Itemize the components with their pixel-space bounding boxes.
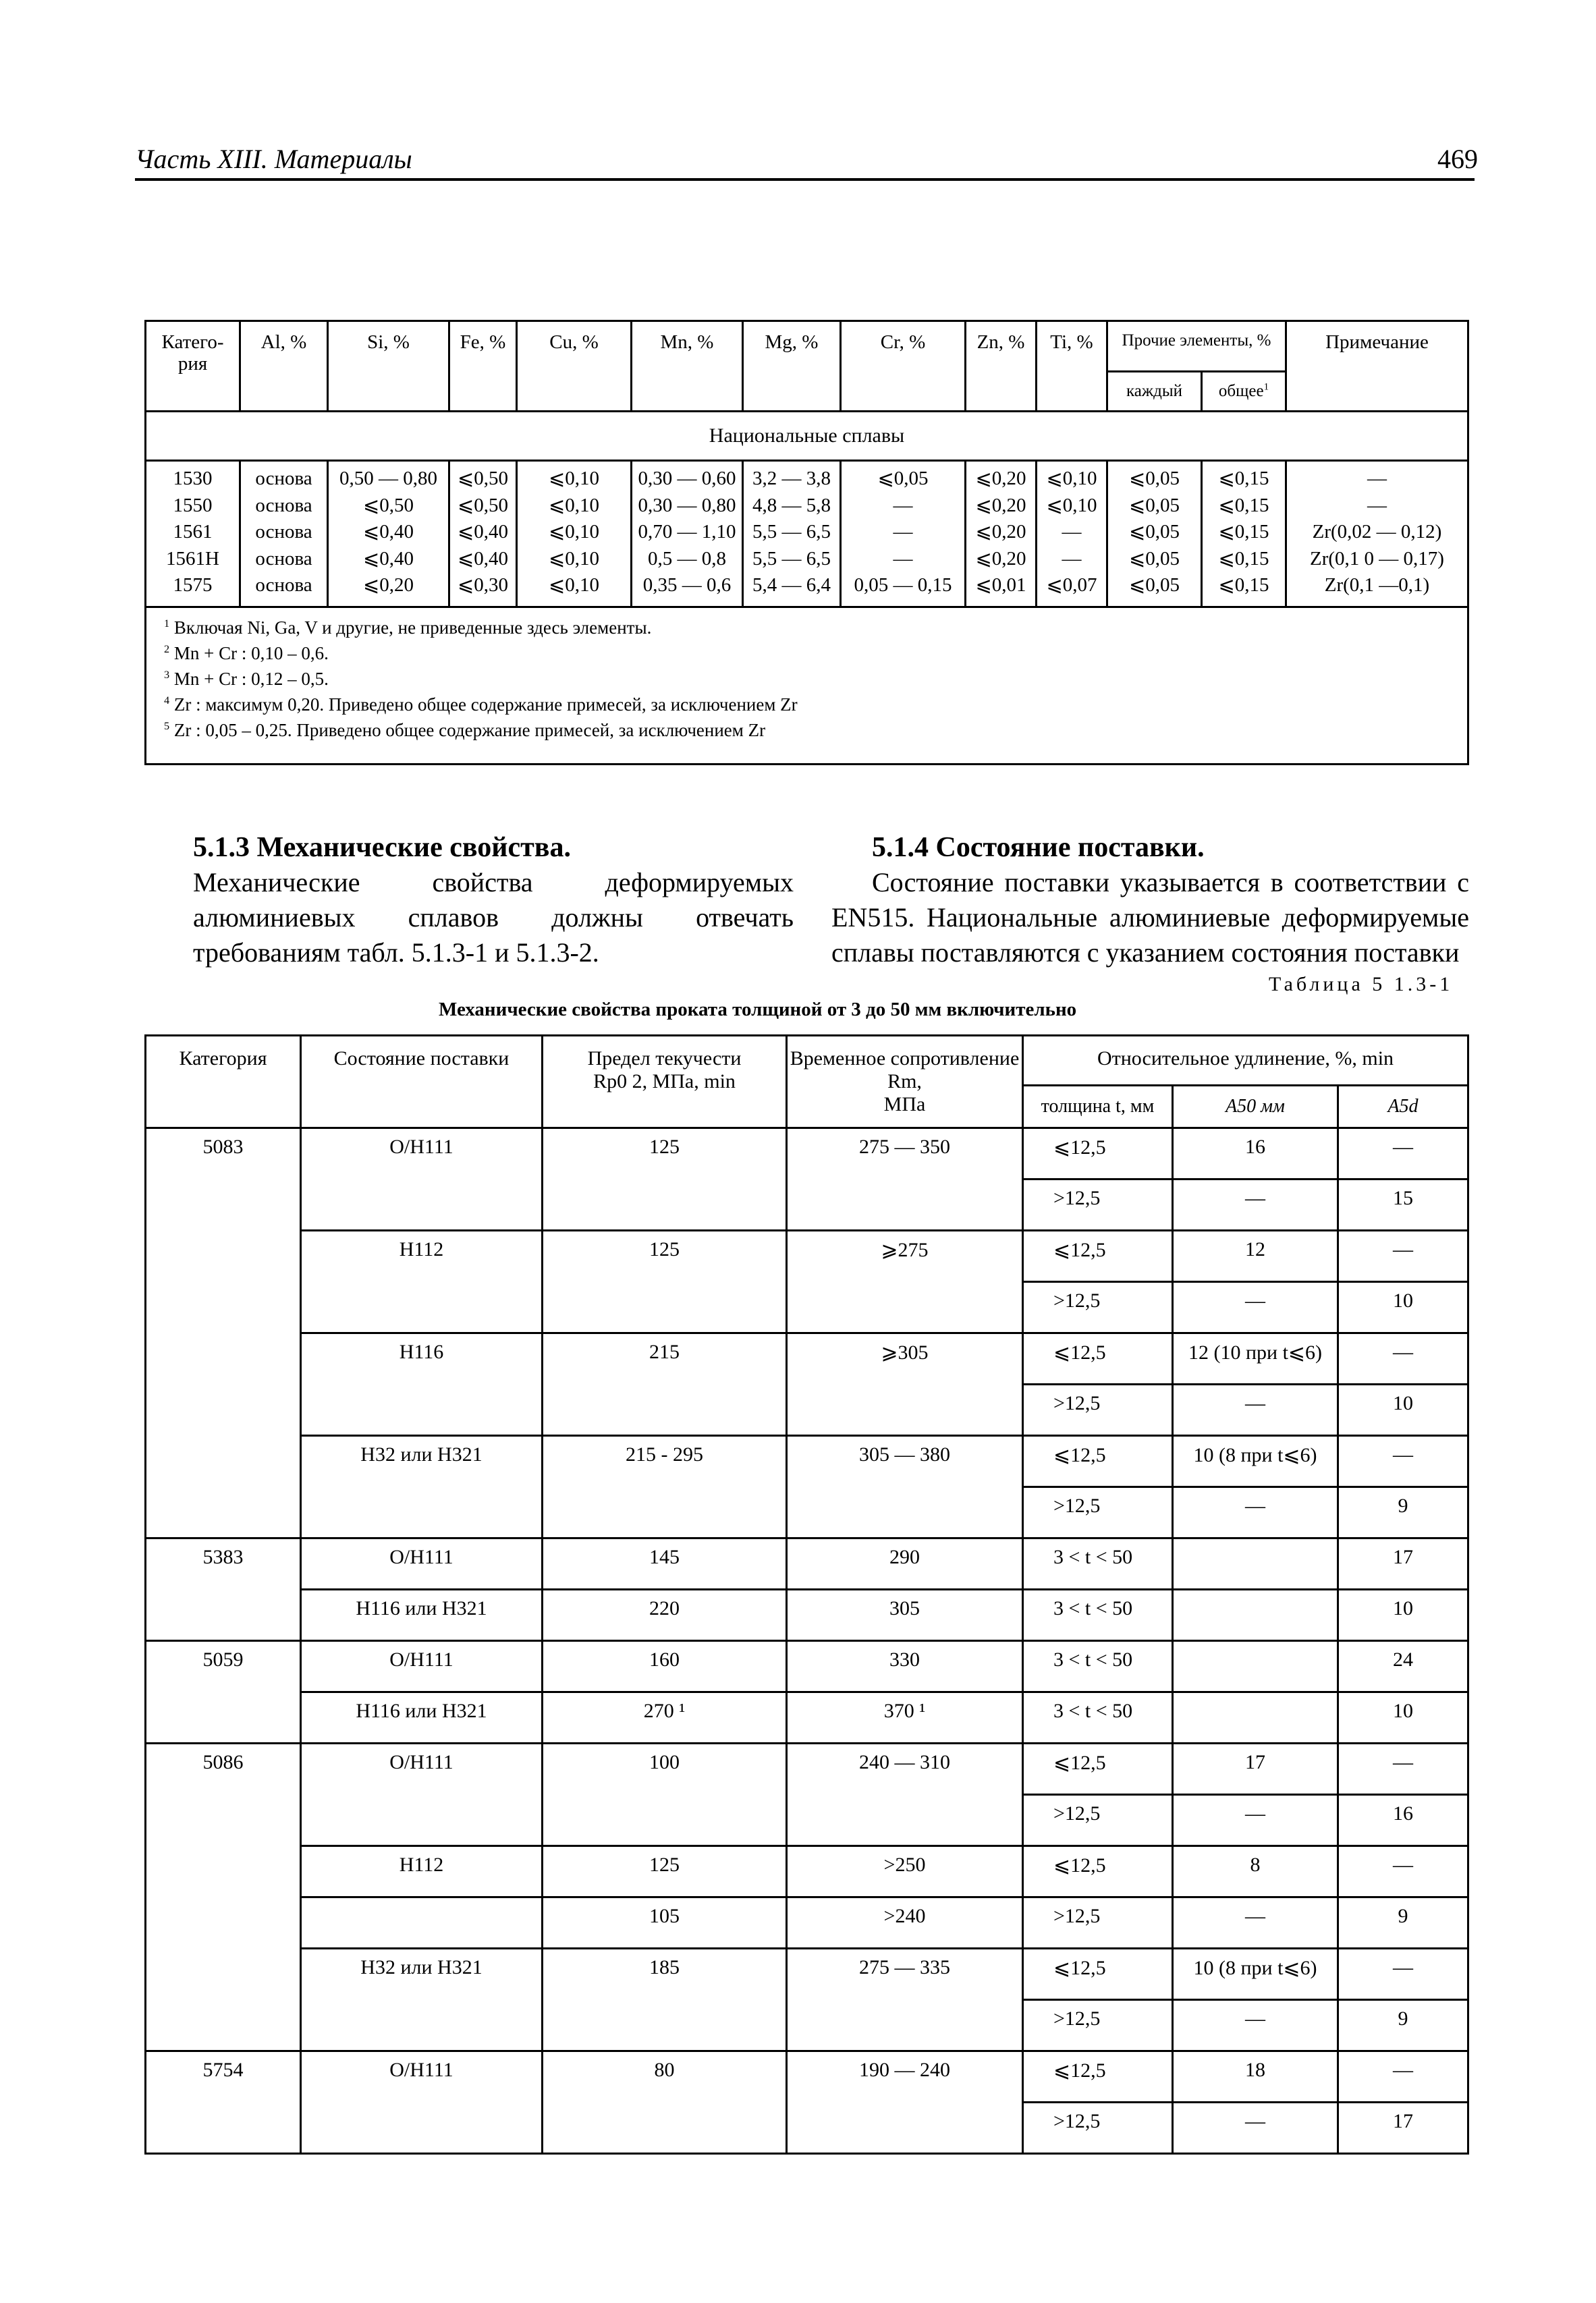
state-cell: O/H111: [301, 1744, 543, 1846]
tensile-cell: ⩾305: [787, 1333, 1023, 1436]
table1-cell: ⩽0,07: [1046, 574, 1097, 596]
col-total: общее$^1$: [1202, 372, 1286, 412]
a5d-cell: 10: [1338, 1282, 1468, 1333]
a5d-cell: —: [1338, 1231, 1468, 1282]
a5d-cell: 10: [1338, 1590, 1468, 1641]
table1-cell: ⩽0,40: [457, 547, 509, 570]
category-cell: 5086: [146, 1744, 301, 2051]
table1-col-mg: [743, 461, 841, 607]
a5d-cell: —: [1338, 1949, 1468, 2000]
a5d-cell: —: [1338, 1744, 1468, 1795]
t2-col-state: Состояние поставки: [301, 1036, 543, 1128]
state-cell: H112: [301, 1231, 543, 1333]
table-row: [146, 1590, 1468, 1641]
thickness-cell: >12,5: [1023, 1795, 1173, 1846]
table-row: [146, 1897, 1468, 1949]
table1-cell: ⩽0,10: [548, 547, 600, 570]
a5d-cell: 9: [1338, 1487, 1468, 1538]
state-cell: H116 или H321: [301, 1590, 543, 1641]
thickness-cell: ⩽12,5: [1023, 1333, 1173, 1385]
col-si: Si, %: [328, 321, 449, 412]
heading-513: 5.1.3 Механические свойства.: [193, 832, 571, 863]
a5d-cell: —: [1338, 1436, 1468, 1487]
yield-cell: 270 ¹: [543, 1692, 787, 1744]
table-row: [146, 1436, 1468, 1487]
tensile-cell: 305 — 380: [787, 1436, 1023, 1538]
table1-cell: ⩽0,05: [1128, 574, 1180, 596]
yield-cell: 220: [543, 1590, 787, 1641]
state-cell: H32 или H321: [301, 1436, 543, 1538]
table1-cell: 0,05 — 0,15: [854, 574, 952, 596]
table1-cell: ⩽0,15: [1218, 521, 1269, 543]
a5d-cell: —: [1338, 2051, 1468, 2103]
tensile-cell: >240: [787, 1897, 1023, 1949]
table1-cell: 0,5 — 0,8: [648, 547, 726, 570]
table1-cell: ⩽0,50: [457, 468, 509, 489]
col-cr: Cr, %: [841, 321, 966, 412]
a5d-cell: 10: [1338, 1385, 1468, 1436]
yield-cell: 215 - 295: [543, 1436, 787, 1538]
a5d-cell: 17: [1338, 1538, 1468, 1590]
category-cell: 5383: [146, 1538, 301, 1641]
table1-cell: ⩽0,10: [548, 468, 600, 489]
a5d-cell: —: [1338, 1333, 1468, 1385]
a50-cell: 17: [1173, 1744, 1338, 1795]
tensile-cell: 240 — 310: [787, 1744, 1023, 1846]
mechanical-properties-table: [144, 1034, 1469, 2155]
table1-cell: ⩽0,20: [362, 574, 414, 596]
a50-cell: [1173, 1538, 1338, 1590]
a50-cell: —: [1173, 1180, 1338, 1231]
yield-cell: 125: [543, 1128, 787, 1231]
table1-col-cat: [146, 461, 240, 607]
table1-col-cr: [841, 461, 966, 607]
tensile-cell: ⩾275: [787, 1231, 1023, 1333]
table1-cell: 0,30 — 0,60: [638, 468, 736, 489]
tensile-cell: 305: [787, 1590, 1023, 1641]
table1-cell: —: [1062, 547, 1082, 570]
state-cell: O/H111: [301, 1641, 543, 1692]
a50-cell: 8: [1173, 1846, 1338, 1897]
col-each: каждый: [1107, 372, 1202, 412]
table1-cell: ⩽0,10: [1046, 494, 1097, 516]
table-row: [146, 1692, 1468, 1744]
table1-cell: ⩽0,30: [457, 574, 509, 596]
table1-cell: ⩽0,20: [975, 547, 1026, 570]
col-mn: Mn, %: [632, 321, 743, 412]
tensile-cell: 330: [787, 1641, 1023, 1692]
col-other-elements: Прочие элементы, %: [1107, 321, 1286, 372]
running-header-title: Часть XIII. Материалы: [135, 144, 412, 174]
table1-body-row: [146, 461, 1468, 607]
thickness-cell: 3 < t < 50: [1023, 1590, 1173, 1641]
table-row: [146, 1231, 1468, 1282]
thickness-cell: >12,5: [1023, 1897, 1173, 1949]
state-cell: H116 или H321: [301, 1692, 543, 1744]
col-mg: Mg, %: [743, 321, 841, 412]
table2-caption: Механические свойства проката толщиной от 3 до 50 мм включительно: [439, 999, 1077, 1020]
table1-col-ti: [1037, 461, 1107, 607]
table1-cell: 0,70 — 1,10: [638, 521, 736, 543]
a50-cell: 16: [1173, 1128, 1338, 1180]
yield-cell: 215: [543, 1333, 787, 1436]
table1-cell: основа: [255, 574, 312, 596]
heading-514: 5.1.4 Состояние поставки.: [872, 832, 1205, 863]
table1-cell: ⩽0,40: [457, 521, 509, 543]
a5d-cell: 17: [1338, 2103, 1468, 2154]
footnote: $^2$ Mn + Cr : 0,10 – 0,6.: [164, 642, 329, 663]
table1-cell: ⩽0,10: [548, 494, 600, 516]
t2-col-tensile: Временное сопротивление Rm, МПа: [787, 1036, 1023, 1128]
table-row: [146, 1128, 1468, 1180]
table1-cell: 1561Н: [166, 547, 219, 570]
table1-cell: основа: [255, 521, 312, 543]
a50-cell: —: [1173, 1282, 1338, 1333]
table1-cell: Zr(0,1 0 — 0,17): [1310, 547, 1444, 570]
thickness-cell: 3 < t < 50: [1023, 1692, 1173, 1744]
t2-col-a50: A50 мм: [1173, 1086, 1338, 1128]
table1-cell: 5,5 — 6,5: [752, 547, 831, 570]
table1-cell: 0,50 — 0,80: [339, 468, 437, 489]
yield-cell: 125: [543, 1231, 787, 1333]
table1-cell: 1530: [173, 468, 213, 489]
thickness-cell: >12,5: [1023, 2000, 1173, 2051]
col-cu: Cu, %: [517, 321, 632, 412]
table1-cell: ⩽0,01: [975, 574, 1026, 596]
table1-cell: ⩽0,50: [362, 494, 414, 516]
table1-cell: основа: [255, 494, 312, 516]
a50-cell: 12 (10 при t⩽6): [1173, 1333, 1338, 1385]
thickness-cell: >12,5: [1023, 1487, 1173, 1538]
table1-cell: ⩽0,40: [362, 521, 414, 543]
state-cell: H116: [301, 1333, 543, 1436]
col-zn: Zn, %: [966, 321, 1037, 412]
state-cell: O/H111: [301, 1128, 543, 1231]
table1-col-cu: [517, 461, 632, 607]
table1-col-zn: [966, 461, 1037, 607]
thickness-cell: ⩽12,5: [1023, 1846, 1173, 1897]
table1-cell: 3,2 — 3,8: [752, 468, 831, 489]
page-number: 469: [1437, 144, 1478, 174]
table1-cell: 5,5 — 6,5: [752, 521, 831, 543]
table1-cell: —: [893, 521, 913, 543]
table1-cell: ⩽0,05: [1128, 547, 1180, 570]
yield-cell: 160: [543, 1641, 787, 1692]
table-row: [146, 1846, 1468, 1897]
table1-col-al: [240, 461, 328, 607]
a50-cell: —: [1173, 1487, 1338, 1538]
thickness-cell: >12,5: [1023, 1180, 1173, 1231]
col-al: Al, %: [240, 321, 328, 412]
table1-cell: ⩽0,20: [975, 494, 1026, 516]
thickness-cell: ⩽12,5: [1023, 1128, 1173, 1180]
yield-cell: 100: [543, 1744, 787, 1846]
thickness-cell: 3 < t < 50: [1023, 1538, 1173, 1590]
table1-cell: ⩽0,20: [975, 468, 1026, 489]
table1-cell: 1575: [173, 574, 213, 596]
state-cell: [301, 1897, 543, 1949]
table1-cell: 0,35 — 0,6: [642, 574, 732, 596]
tensile-cell: 290: [787, 1538, 1023, 1590]
tensile-cell: 275 — 350: [787, 1128, 1023, 1231]
text-513: Механические свойства деформируемых алюминиевых сплавов должны отвечать требованиям табл. 5.1.3-1 и 5.1.3-2.: [193, 867, 794, 968]
table1-cell: —: [893, 494, 913, 516]
table1-cell: 1550: [173, 494, 213, 516]
col-category: Катего- рия: [146, 321, 240, 412]
table1-cell: Zr(0,1 —0,1): [1324, 574, 1430, 596]
section-national-alloys: Национальные сплавы: [146, 412, 1468, 461]
yield-cell: 105: [543, 1897, 787, 1949]
table1-footnotes: [146, 607, 1468, 764]
footnote: $^1$ Включая Ni, Ga, V и другие, не приведенные здесь элементы.: [164, 617, 652, 638]
table1-cell: ⩽0,15: [1218, 468, 1269, 489]
yield-cell: 185: [543, 1949, 787, 2051]
table1-col-mn: [632, 461, 743, 607]
a50-cell: 10 (8 при t⩽6): [1173, 1949, 1338, 2000]
table1-col-total: [1202, 461, 1286, 607]
tensile-cell: 370 ¹: [787, 1692, 1023, 1744]
t2-col-a5d: A5d: [1338, 1086, 1468, 1128]
a50-cell: [1173, 1692, 1338, 1744]
t2-col-category: Категория: [146, 1036, 301, 1128]
category-cell: 5754: [146, 2051, 301, 2154]
table1-cell: Zr(0,02 — 0,12): [1312, 521, 1442, 543]
thickness-cell: ⩽12,5: [1023, 1744, 1173, 1795]
thickness-cell: ⩽12,5: [1023, 2051, 1173, 2103]
state-cell: H112: [301, 1846, 543, 1897]
thickness-cell: ⩽12,5: [1023, 1231, 1173, 1282]
a5d-cell: —: [1338, 1128, 1468, 1180]
yield-cell: 125: [543, 1846, 787, 1897]
yield-cell: 145: [543, 1538, 787, 1590]
table1-cell: ⩽0,10: [1046, 468, 1097, 489]
thickness-cell: 3 < t < 50: [1023, 1641, 1173, 1692]
yield-cell: 80: [543, 2051, 787, 2154]
col-note: Примечание: [1286, 321, 1468, 412]
col-ti: Ti, %: [1037, 321, 1107, 412]
table1-cell: ⩽0,05: [1128, 521, 1180, 543]
a50-cell: —: [1173, 2000, 1338, 2051]
table1-cell: ⩽0,20: [975, 521, 1026, 543]
a5d-cell: 24: [1338, 1641, 1468, 1692]
a5d-cell: —: [1338, 1846, 1468, 1897]
thickness-cell: >12,5: [1023, 1282, 1173, 1333]
t2-col-thickness: толщина t, мм: [1023, 1086, 1173, 1128]
table1-cell: ⩽0,50: [457, 494, 509, 516]
a5d-cell: 9: [1338, 2000, 1468, 2051]
tensile-cell: >250: [787, 1846, 1023, 1897]
table1-cell: основа: [255, 468, 312, 489]
footnote: $^3$ Mn + Cr : 0,12 – 0,5.: [164, 668, 329, 689]
table1-cell: ⩽0,15: [1218, 547, 1269, 570]
thickness-cell: ⩽12,5: [1023, 1949, 1173, 2000]
header-rule: [135, 178, 1475, 181]
state-cell: H32 или H321: [301, 1949, 543, 2051]
a5d-cell: 16: [1338, 1795, 1468, 1846]
table1-col-each: [1107, 461, 1202, 607]
table-row: [146, 1949, 1468, 2000]
table1-cell: ⩽0,05: [877, 468, 929, 489]
thickness-cell: ⩽12,5: [1023, 1436, 1173, 1487]
a50-cell: —: [1173, 2103, 1338, 2154]
a50-cell: —: [1173, 1385, 1338, 1436]
table1-cell: ⩽0,15: [1218, 574, 1269, 596]
a50-cell: —: [1173, 1897, 1338, 1949]
a50-cell: [1173, 1590, 1338, 1641]
table1-cell: 0,30 — 0,80: [638, 494, 736, 516]
a5d-cell: 9: [1338, 1897, 1468, 1949]
table1-cell: —: [1367, 494, 1387, 516]
table1-col-fe: [449, 461, 517, 607]
state-cell: O/H111: [301, 2051, 543, 2154]
table-row: [146, 1538, 1468, 1590]
category-cell: 5083: [146, 1128, 301, 1538]
composition-table: [144, 320, 1469, 765]
state-cell: O/H111: [301, 1538, 543, 1590]
footnote: $^5$ Zr : 0,05 – 0,25. Приведено общее содержание примесей, за исключением Zr: [164, 719, 766, 740]
table1-cell: ⩽0,10: [548, 574, 600, 596]
a50-cell: 12: [1173, 1231, 1338, 1282]
table1-cell: ⩽0,40: [362, 547, 414, 570]
table1-cell: —: [1367, 468, 1387, 489]
table1-col-note: [1286, 461, 1468, 607]
t2-col-yield: Предел текучести Rp0 2, МПа, min: [543, 1036, 787, 1128]
table1-cell: ⩽0,15: [1218, 494, 1269, 516]
table1-cell: ⩽0,10: [548, 521, 600, 543]
tensile-cell: 275 — 335: [787, 1949, 1023, 2051]
category-cell: 5059: [146, 1641, 301, 1744]
a50-cell: [1173, 1641, 1338, 1692]
a5d-cell: 10: [1338, 1692, 1468, 1744]
table-row: [146, 1641, 1468, 1692]
table1-col-si: [328, 461, 449, 607]
a5d-cell: 15: [1338, 1180, 1468, 1231]
thickness-cell: >12,5: [1023, 2103, 1173, 2154]
table1-cell: 1561: [173, 521, 213, 543]
a50-cell: —: [1173, 1795, 1338, 1846]
thickness-cell: >12,5: [1023, 1385, 1173, 1436]
text-514: Состояние поставки указывается в соответствии с EN515. Национальные алюминиевые деформируемые сплавы поставляются с указанием состояния поставки: [831, 867, 1469, 968]
table-row: [146, 2051, 1468, 2103]
table2-label: Таблица 5 1.3-1: [1269, 973, 1454, 995]
footnote: $^4$ Zr : максимум 0,20. Приведено общее содержание примесей, за исключением Zr: [164, 694, 798, 715]
table1-cell: основа: [255, 547, 312, 570]
table-row: [146, 1333, 1468, 1385]
col-fe: Fe, %: [449, 321, 517, 412]
tensile-cell: 190 — 240: [787, 2051, 1023, 2154]
table1-cell: 4,8 — 5,8: [752, 494, 831, 516]
table1-cell: ⩽0,05: [1128, 494, 1180, 516]
table1-cell: ⩽0,05: [1128, 468, 1180, 489]
t2-col-elongation: Относительное удлинение, %, min: [1023, 1036, 1468, 1086]
a50-cell: 10 (8 при t⩽6): [1173, 1436, 1338, 1487]
table1-cell: —: [1062, 521, 1082, 543]
a50-cell: 18: [1173, 2051, 1338, 2103]
table1-cell: 5,4 — 6,4: [752, 574, 831, 596]
table-row: [146, 1744, 1468, 1795]
table1-cell: —: [893, 547, 913, 570]
